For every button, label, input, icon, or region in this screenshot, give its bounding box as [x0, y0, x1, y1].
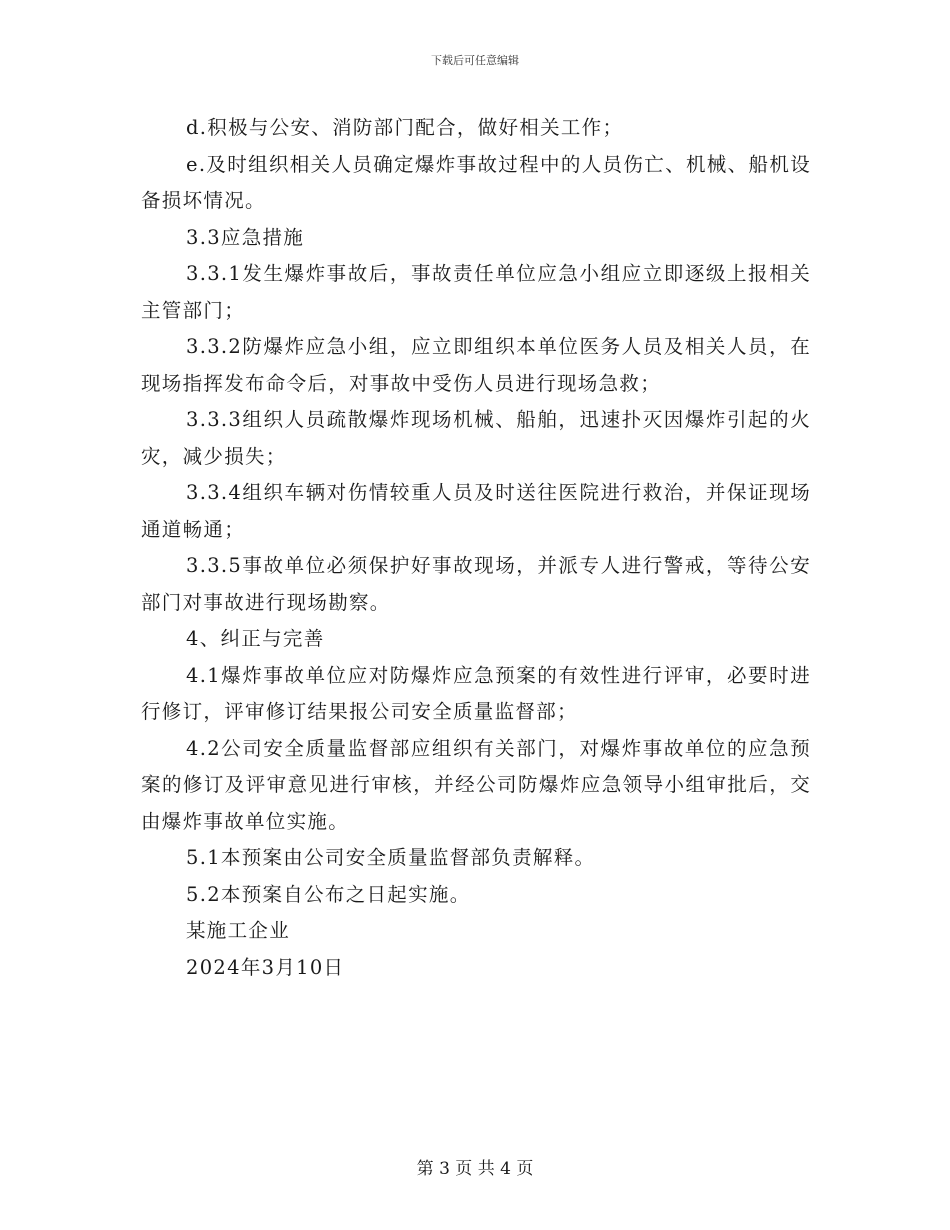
section-heading-3-3: 3.3应急措施 — [186, 225, 305, 249]
paragraph-3-3-1: 3.3.1发生爆炸事故后，事故责任单位应急小组应立即逐级上报相关主管部门； — [141, 262, 811, 322]
paragraph-d: d.积极与公安、消防部门配合，做好相关工作； — [186, 116, 624, 139]
section-heading-4: 4、纠正与完善 — [186, 627, 325, 650]
paragraph-4-1: 4.1爆炸事故单位应对防爆炸应急预案的有效性进行评审，必要时进行修订，评审修订结果报公司安全质量监督部； — [141, 663, 811, 723]
paragraph-5-2: 5.2本预案自公布之日起实施。 — [186, 882, 471, 906]
paragraph-e: e.及时组织相关人员确定爆炸事故过程中的人员伤亡、机械、船机设备损坏情况。 — [141, 152, 811, 212]
signature-date: 2024年3月10日 — [186, 955, 345, 979]
paragraph-3-3-3: 3.3.3组织人员疏散爆炸现场机械、船舶，迅速扑灭因爆炸引起的火灾，减少损失； — [141, 408, 811, 468]
page-number-footer: 第 3 页 共 4 页 — [416, 1159, 534, 1179]
paragraph-4-2: 4.2公司安全质量监督部应组织有关部门，对爆炸事故单位的应急预案的修订及评审意见进行审核，并经公司防爆炸应急领导小组审批后，交由爆炸事故单位实施。 — [141, 736, 811, 833]
paragraph-3-3-5: 3.3.5事故单位必须保护好事故现场，并派专人进行警戒，等待公安部门对事故进行现场勘察。 — [141, 554, 811, 614]
document-body — [141, 110, 811, 986]
paragraph-5-1: 5.1本预案由公司安全质量监督部负责解释。 — [186, 846, 596, 869]
paragraph-3-3-4: 3.3.4组织车辆对伤情较重人员及时送往医院进行救治，并保证现场通道畅通； — [141, 481, 811, 541]
signature-organization: 某施工企业 — [186, 919, 291, 942]
page-header-note: 下载后可任意编辑 — [431, 54, 519, 67]
paragraph-3-3-2: 3.3.2防爆炸应急小组，应立即组织本单位医务人员及相关人员，在现场指挥发布命令后，对事故中受伤人员进行现场急救； — [141, 335, 811, 395]
